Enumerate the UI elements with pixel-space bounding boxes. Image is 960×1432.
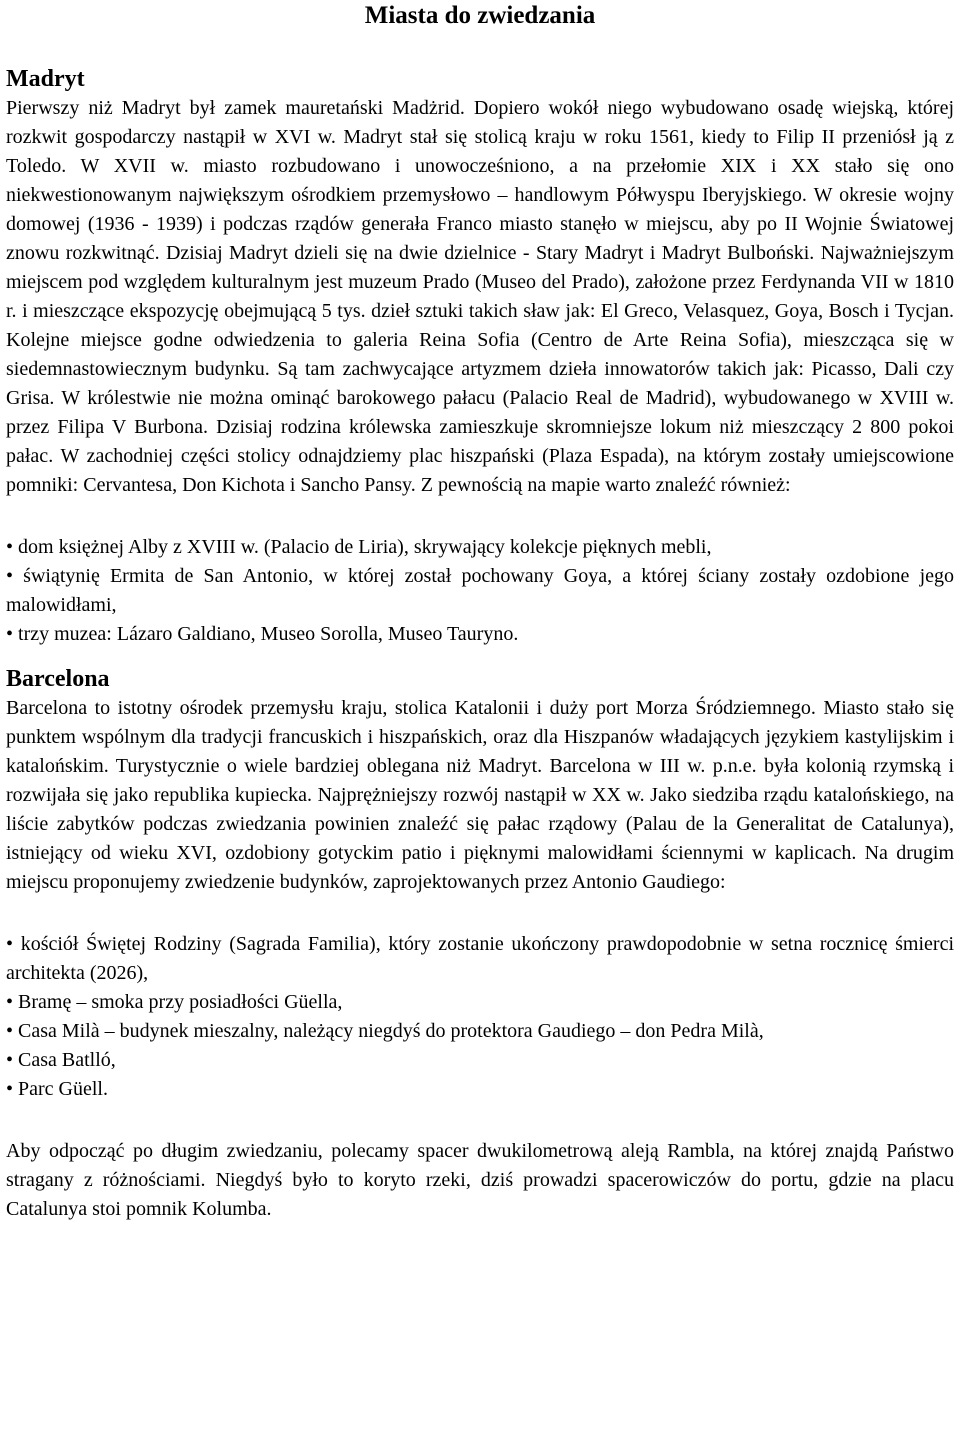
list-item-text: Parc Güell. — [18, 1078, 108, 1100]
list-item-text: kościół Świętej Rodziny (Sagrada Familia), który zostanie ukończony prawdopodobnie w setna rocznicę śmierci architekta (2026), — [6, 933, 955, 984]
paragraph-closing: Aby odpocząć po długim zwiedzaniu, polecamy spacer dwukilometrową aleją Rambla, na której znajdą Państwo stragany z różnościami. Niegdyś było to koryto rzeki, dziś prowadzi spacerowiczów do portu, gdzie na placu Catalunya stoi pomnik Kolumba. — [6, 1140, 954, 1220]
list-item — [6, 988, 954, 1017]
list-item-text: Casa Batlló, — [18, 1049, 116, 1071]
bullet-icon: • — [6, 991, 14, 1013]
bullet-icon: • — [6, 565, 14, 587]
document-title: Miasta do zwiedzania — [364, 2, 596, 29]
list-item — [6, 930, 954, 988]
bullet-icon: • — [6, 1049, 14, 1071]
list-item — [6, 620, 954, 649]
list-item — [6, 562, 954, 620]
bullet-icon: • — [6, 1020, 14, 1042]
bullet-list-madryt — [6, 533, 954, 649]
bullet-icon: • — [6, 623, 14, 645]
bullet-list-barcelona — [6, 930, 954, 1104]
section-heading-barcelona: Barcelona — [6, 666, 110, 692]
bullet-icon: • — [6, 536, 14, 558]
list-item-text: Bramę – smoka przy posiadłości Güella, — [18, 991, 343, 1013]
list-item-text: Casa Milà – budynek mieszalny, należący niegdyś do protektora Gaudiego – don Pedra Milà, — [18, 1020, 764, 1042]
list-item — [6, 1046, 954, 1075]
bullet-icon: • — [6, 1078, 14, 1100]
paragraph-barcelona: Barcelona to istotny ośrodek przemysłu kraju, stolica Katalonii i duży port Morza Śródziemnego. Miasto stało się punktem wspólnym dla tradycji francuskich i hiszpańskich, oraz dla Hiszpanów władających językiem kastylijskim i katalońskim. Turystycznie o wiele bardziej oblegana niż Madryt. Barcelona w III w. p.n.e. była kolonią rzymską i rozwijała się jako republika kupiecka. Najprężniejszy rozwój nastąpił w XX w. Jako siedziba rządu katalońskiego, na liście zabytków podczas zwiedzania powinien znaleźć się pałac rządowy (Palau de la Generalitat de Catalunya), istniejący od wieku XVI, ozdobiony gotyckim patio i pięknymi malowidłami ściennymi w kaplicach. Na drugim miejscu proponujemy zwiedzenie budynków, zaprojektowanych przez Antonio Gaudiego: — [6, 697, 954, 893]
list-item-text: świątynię Ermita de San Antonio, w której został pochowany Goya, a której ściany zostały ozdobione jego malowidłami, — [6, 565, 955, 616]
list-item — [6, 1075, 954, 1104]
list-item — [6, 533, 954, 562]
bullet-icon: • — [6, 933, 14, 955]
list-item-text: dom księżnej Alby z XVIII w. (Palacio de Liria), skrywający kolekcje pięknych mebli, — [18, 536, 712, 558]
list-item — [6, 1017, 954, 1046]
section-heading-madryt: Madryt — [6, 66, 85, 92]
list-item-text: trzy muzea: Lázaro Galdiano, Museo Sorolla, Museo Tauryno. — [18, 623, 519, 645]
paragraph-madryt: Pierwszy niż Madryt był zamek mauretański Madżrid. Dopiero wokół niego wybudowano osadę wiejską, której rozkwit gospodarczy nastąpił w XVI w. Madryt stał się stolicą kraju w roku 1561, kiedy to Filip II przeniósł ją z Toledo. W XVII w. miasto rozbudowano i unowocześniono, a na przełomie XIX i XX stało się ono niekwestionowanym największym ośrodkiem przemysłowo – handlowym Półwyspu Iberyjskiego. W okresie wojny domowej (1936 - 1939) i podczas rządów generała Franco miasto stanęło w miejscu, aby po II Wojnie Światowej znowu rozkwitnąć. Dzisiaj Madryt dzieli się na dwie dzielnice - Stary Madryt i Madryt Bulboński. Najważniejszym miejscem pod względem kulturalnym jest muzeum Prado (Museo del Prado), założone przez Ferdynanda VII w 1810 r. i mieszczące ekspozycję obejmującą 5 tys. dzieł sztuki takich sław jak: El Greco, Velasquez, Goya, Bosch i Tycjan. Kolejne miejsce godne odwiedzenia to galeria Reina Sofia (Centro de Arte Reina Sofia), mieszcząca się w siedemnastowiecznym budynku. Są tam zachwycające artyzmem dzieła innowatorów takich jak: Picasso, Dali czy Grisa. W królestwie nie można ominąć barokowego pałacu (Palacio Real de Madrid), wybudowanego w XVIII w. przez Filipa V Burbona. Dzisiaj rodzina królewska zamieszkuje skromniejsze lokum niż mieszczący 2 800 pokoi pałac. W zachodniej części stolicy odnajdziemy plac hiszpański (Plaza Espada), na którym zostały umiejscowione pomniki: Cervantesa, Don Kichota i Sancho Pansy. Z pewnością na mapie warto znaleźć również: — [6, 97, 954, 496]
